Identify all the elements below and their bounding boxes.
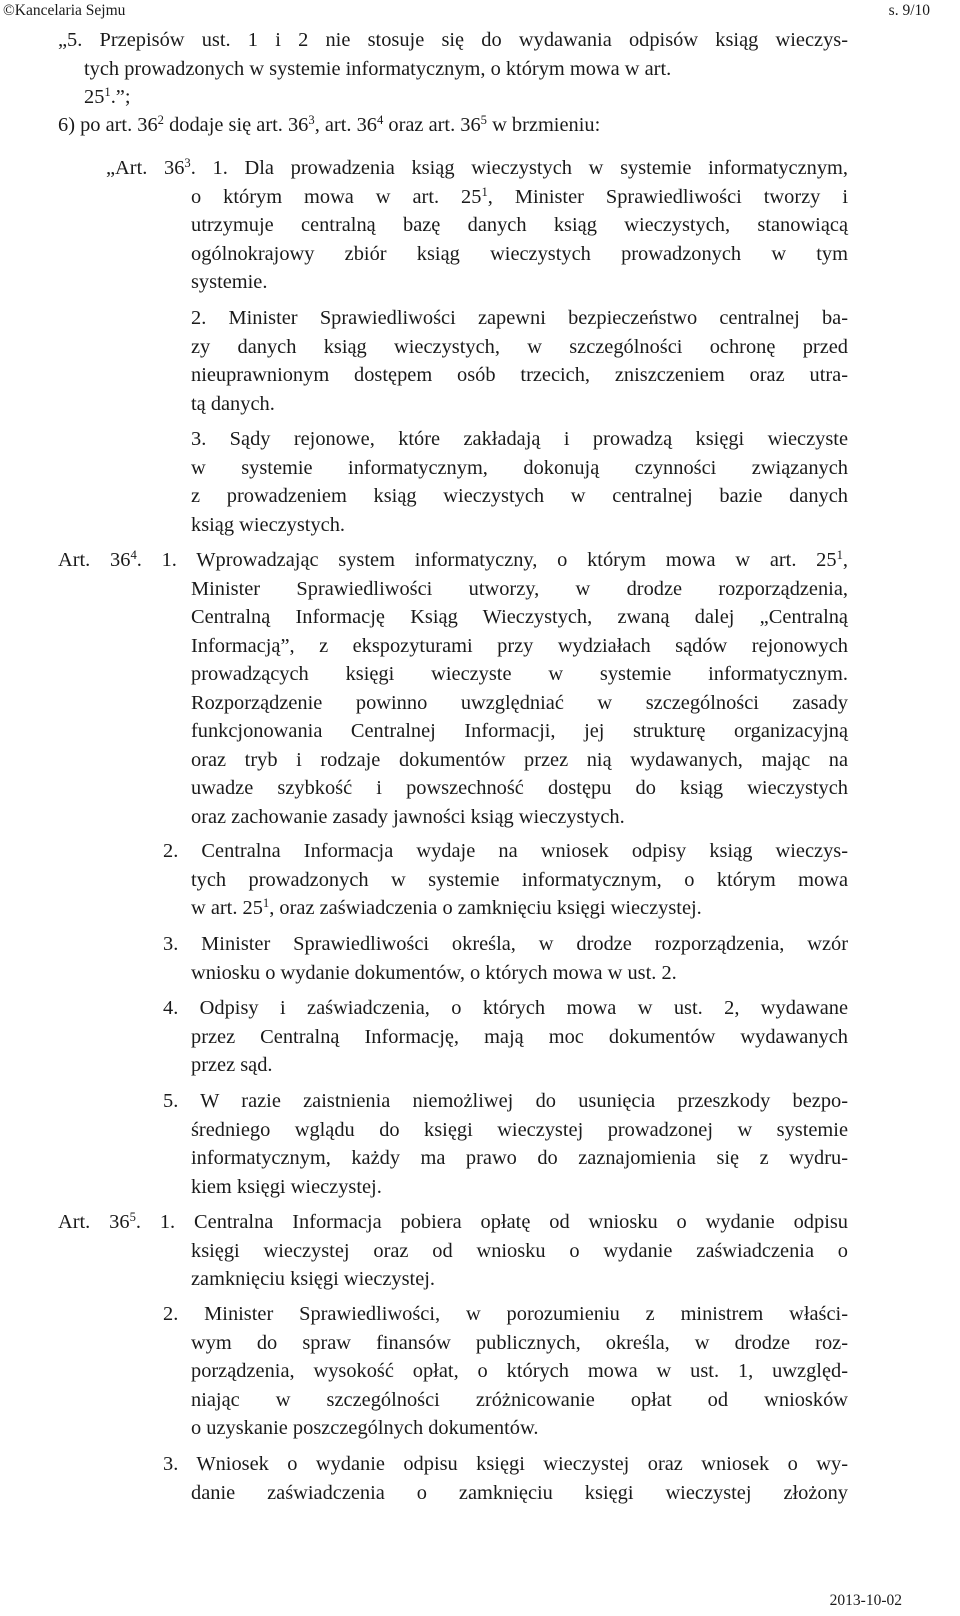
text-line: w systemie informatycznym, dokonują czynności związanych — [191, 456, 848, 479]
article-36-4-ust-5 — [163, 1087, 848, 1201]
article-36-3-ust-1-body — [191, 183, 848, 297]
text-line: wym do spraw finansów publicznych, określa, w drodze roz- — [191, 1331, 848, 1354]
text-line: przez sąd. — [191, 1054, 273, 1076]
superscript: 1 — [262, 896, 270, 911]
superscript: 3 — [308, 113, 315, 128]
article-36-5-ust-3 — [163, 1450, 848, 1507]
text-line: z prowadzeniem ksiąg wieczystych w centralnej bazie danych — [191, 485, 848, 507]
text-line: uwadze szybkość i powszechność dostępu do ksiąg wieczystych — [191, 777, 848, 799]
text-segment: . 1. Centralna Informacja pobiera opłatę od wniosku o wydanie odpisu — [135, 1211, 848, 1233]
text-line: o uzyskanie poszczególnych dokumentów. — [191, 1417, 539, 1439]
text-line: księgi wieczystej oraz od wniosku o wydanie zaświadczenia o — [191, 1239, 848, 1262]
text-line: prowadzących księgi wieczyste w systemie informatycznym. — [191, 663, 848, 685]
superscript: 3 — [184, 156, 191, 171]
text-line: ksiąg wieczystych. — [191, 513, 346, 536]
superscript: 5 — [129, 1210, 136, 1225]
text-line: 3. Minister Sprawiedliwości określa, w drodze rozporządzenia, wzór — [163, 933, 848, 955]
amendment-item-6 — [58, 111, 600, 140]
text-line: 4. Odpisy i zaświadczenia, o których mowa w ust. 2, wydawane — [163, 997, 848, 1019]
text-line: oraz zachowanie zasady jawności ksiąg wieczystych. — [191, 805, 625, 828]
text-segment: Art. 36 — [58, 1211, 130, 1233]
text-line — [84, 83, 848, 112]
superscript: 5 — [480, 113, 487, 128]
text-line — [191, 894, 848, 923]
text-line: średniego wglądu do księgi wieczystej prowadzonej w systemie — [191, 1118, 848, 1141]
superscript: 4 — [130, 548, 137, 563]
superscript: 2 — [157, 113, 164, 128]
text-segment: w brzmieniu: — [486, 114, 601, 136]
article-36-4-ust-2 — [163, 837, 848, 923]
text-line: nieuprawnionym dostępem osób trzecich, zniszczeniem oraz utra- — [191, 364, 848, 386]
text-line — [58, 1208, 848, 1237]
text-segment: w art. 25 — [191, 897, 263, 919]
text-line: przez Centralną Informację, mają moc dokumentów wydawanych — [191, 1025, 848, 1048]
text-line: kiem księgi wieczystej. — [191, 1175, 382, 1198]
text-line: Minister Sprawiedliwości utworzy, w drodze rozporządzenia, — [191, 577, 848, 600]
text-segment: .”; — [110, 86, 131, 108]
text-line: tych prowadzonych w systemie informatycznym, o którym mowa — [191, 868, 848, 891]
text-line: utrzymuje centralną bazę danych ksiąg wieczystych, stanowiącą — [191, 214, 848, 236]
text-segment: „Art. 36 — [106, 157, 185, 179]
text-line: 2. Minister Sprawiedliwości, w porozumieniu z ministrem właści- — [163, 1303, 848, 1325]
article-36-4-ust-1 — [58, 546, 848, 575]
article-36-3-ust-2 — [191, 304, 848, 418]
text-segment: . 1. Wprowadzając system informatyczny, o którym mowa w art. 25 — [136, 549, 837, 571]
text-segment: , art. 36 — [314, 114, 377, 136]
text-segment: Art. 36 — [58, 549, 131, 571]
article-36-4-ust-4 — [163, 994, 848, 1080]
text-segment: , Minister Sprawiedliwości tworzy i — [487, 185, 848, 208]
text-line: 3. Sądy rejonowe, które zakładają i prowadzą księgi wieczyste — [191, 428, 848, 450]
text-line: funkcjonowania Centralnej Informacji, jej strukturę organizacyjną — [191, 720, 848, 742]
text-line: niając w szczególności zróżnicowanie opłat od wniosków — [191, 1388, 848, 1411]
superscript: 4 — [376, 113, 384, 128]
text-line — [58, 111, 600, 140]
text-line: 2. Minister Sprawiedliwości zapewni bezpieczeństwo centralnej ba- — [191, 307, 848, 329]
article-36-3-ust-3 — [191, 425, 848, 539]
text-line: porządzenia, wysokość opłat, o których mowa w ust. 1, uwzględ- — [191, 1360, 848, 1382]
page-number: s. 9/10 — [888, 2, 930, 19]
text-segment: o którym mowa w art. 25 — [191, 185, 482, 208]
superscript: 1 — [836, 548, 843, 563]
article-36-4-ust-3 — [163, 930, 848, 987]
text-line: Rozporządzenie powinno uwzględniać w szczególności zasady — [191, 691, 848, 714]
text-segment: 6) po art. 36 — [58, 114, 158, 136]
text-line: 2. Centralna Informacja wydaje na wniosek odpisy ksiąg wieczys- — [163, 840, 848, 862]
text-line: systemie. — [191, 271, 268, 293]
text-line: danie zaświadczenia o zamknięciu księgi wieczystej złożony — [191, 1481, 848, 1504]
text-line: „5. Przepisów ust. 1 i 2 nie stosuje się do wydawania odpisów ksiąg wieczys- — [58, 29, 848, 51]
text-line: Informacją”, z ekspozyturami przy wydziałach sądów rejonowych — [191, 634, 848, 657]
article-36-3-ust-1 — [106, 154, 848, 183]
text-line: Centralną Informację Ksiąg Wieczystych, zwaną dalej „Centralną — [191, 606, 848, 628]
text-line: 5. W razie zaistnienia niemożliwej do usunięcia przeszkody bezpo- — [163, 1090, 848, 1112]
text-line: zy danych ksiąg wieczystych, w szczególności ochronę przed — [191, 335, 848, 358]
article-36-5-ust-1-body — [191, 1237, 848, 1294]
text-segment: . 1. Dla prowadzenia ksiąg wieczystych w systemie informatycznym, — [190, 157, 848, 179]
text-line: tych prowadzonych w systemie informatycznym, o którym mowa w art. — [84, 57, 672, 80]
text-line: tą danych. — [191, 392, 275, 415]
text-line — [191, 183, 848, 212]
text-line: ogólnokrajowy zbiór ksiąg wieczystych prowadzonych w tym — [191, 242, 848, 265]
text-segment: 25 — [84, 86, 105, 108]
text-line: wniosku o wydanie dokumentów, o których mowa w ust. 2. — [191, 961, 677, 984]
text-line — [106, 154, 848, 183]
text-line: informatycznym, każdy ma prawo do zaznajomienia się z wydru- — [191, 1147, 848, 1169]
text-segment: dodaje się art. 36 — [163, 114, 309, 136]
article-36-4-ust-1-body — [191, 575, 848, 832]
superscript: 1 — [481, 184, 488, 199]
copyright-header: ©Kancelaria Sejmu — [3, 2, 126, 19]
footer-date: 2013-10-02 — [829, 1592, 902, 1609]
text-line: zamknięciu księgi wieczystej. — [191, 1268, 436, 1290]
text-segment: , oraz zaświadczenia o zamknięciu księgi wieczystej. — [269, 897, 702, 919]
article-36-5-ust-2 — [163, 1300, 848, 1443]
superscript: 1 — [104, 85, 111, 100]
text-line: 3. Wniosek o wydanie odpisu księgi wieczystej oraz wniosek o wy- — [163, 1453, 848, 1475]
text-line: oraz tryb i rodzaje dokumentów przez nią wydawanych, mając na — [191, 748, 848, 771]
article-36-5-ust-1 — [58, 1208, 848, 1237]
text-segment: , — [842, 549, 848, 571]
paragraph-ust-5 — [58, 26, 848, 112]
text-line — [58, 546, 848, 575]
text-segment: oraz art. 36 — [383, 114, 481, 136]
